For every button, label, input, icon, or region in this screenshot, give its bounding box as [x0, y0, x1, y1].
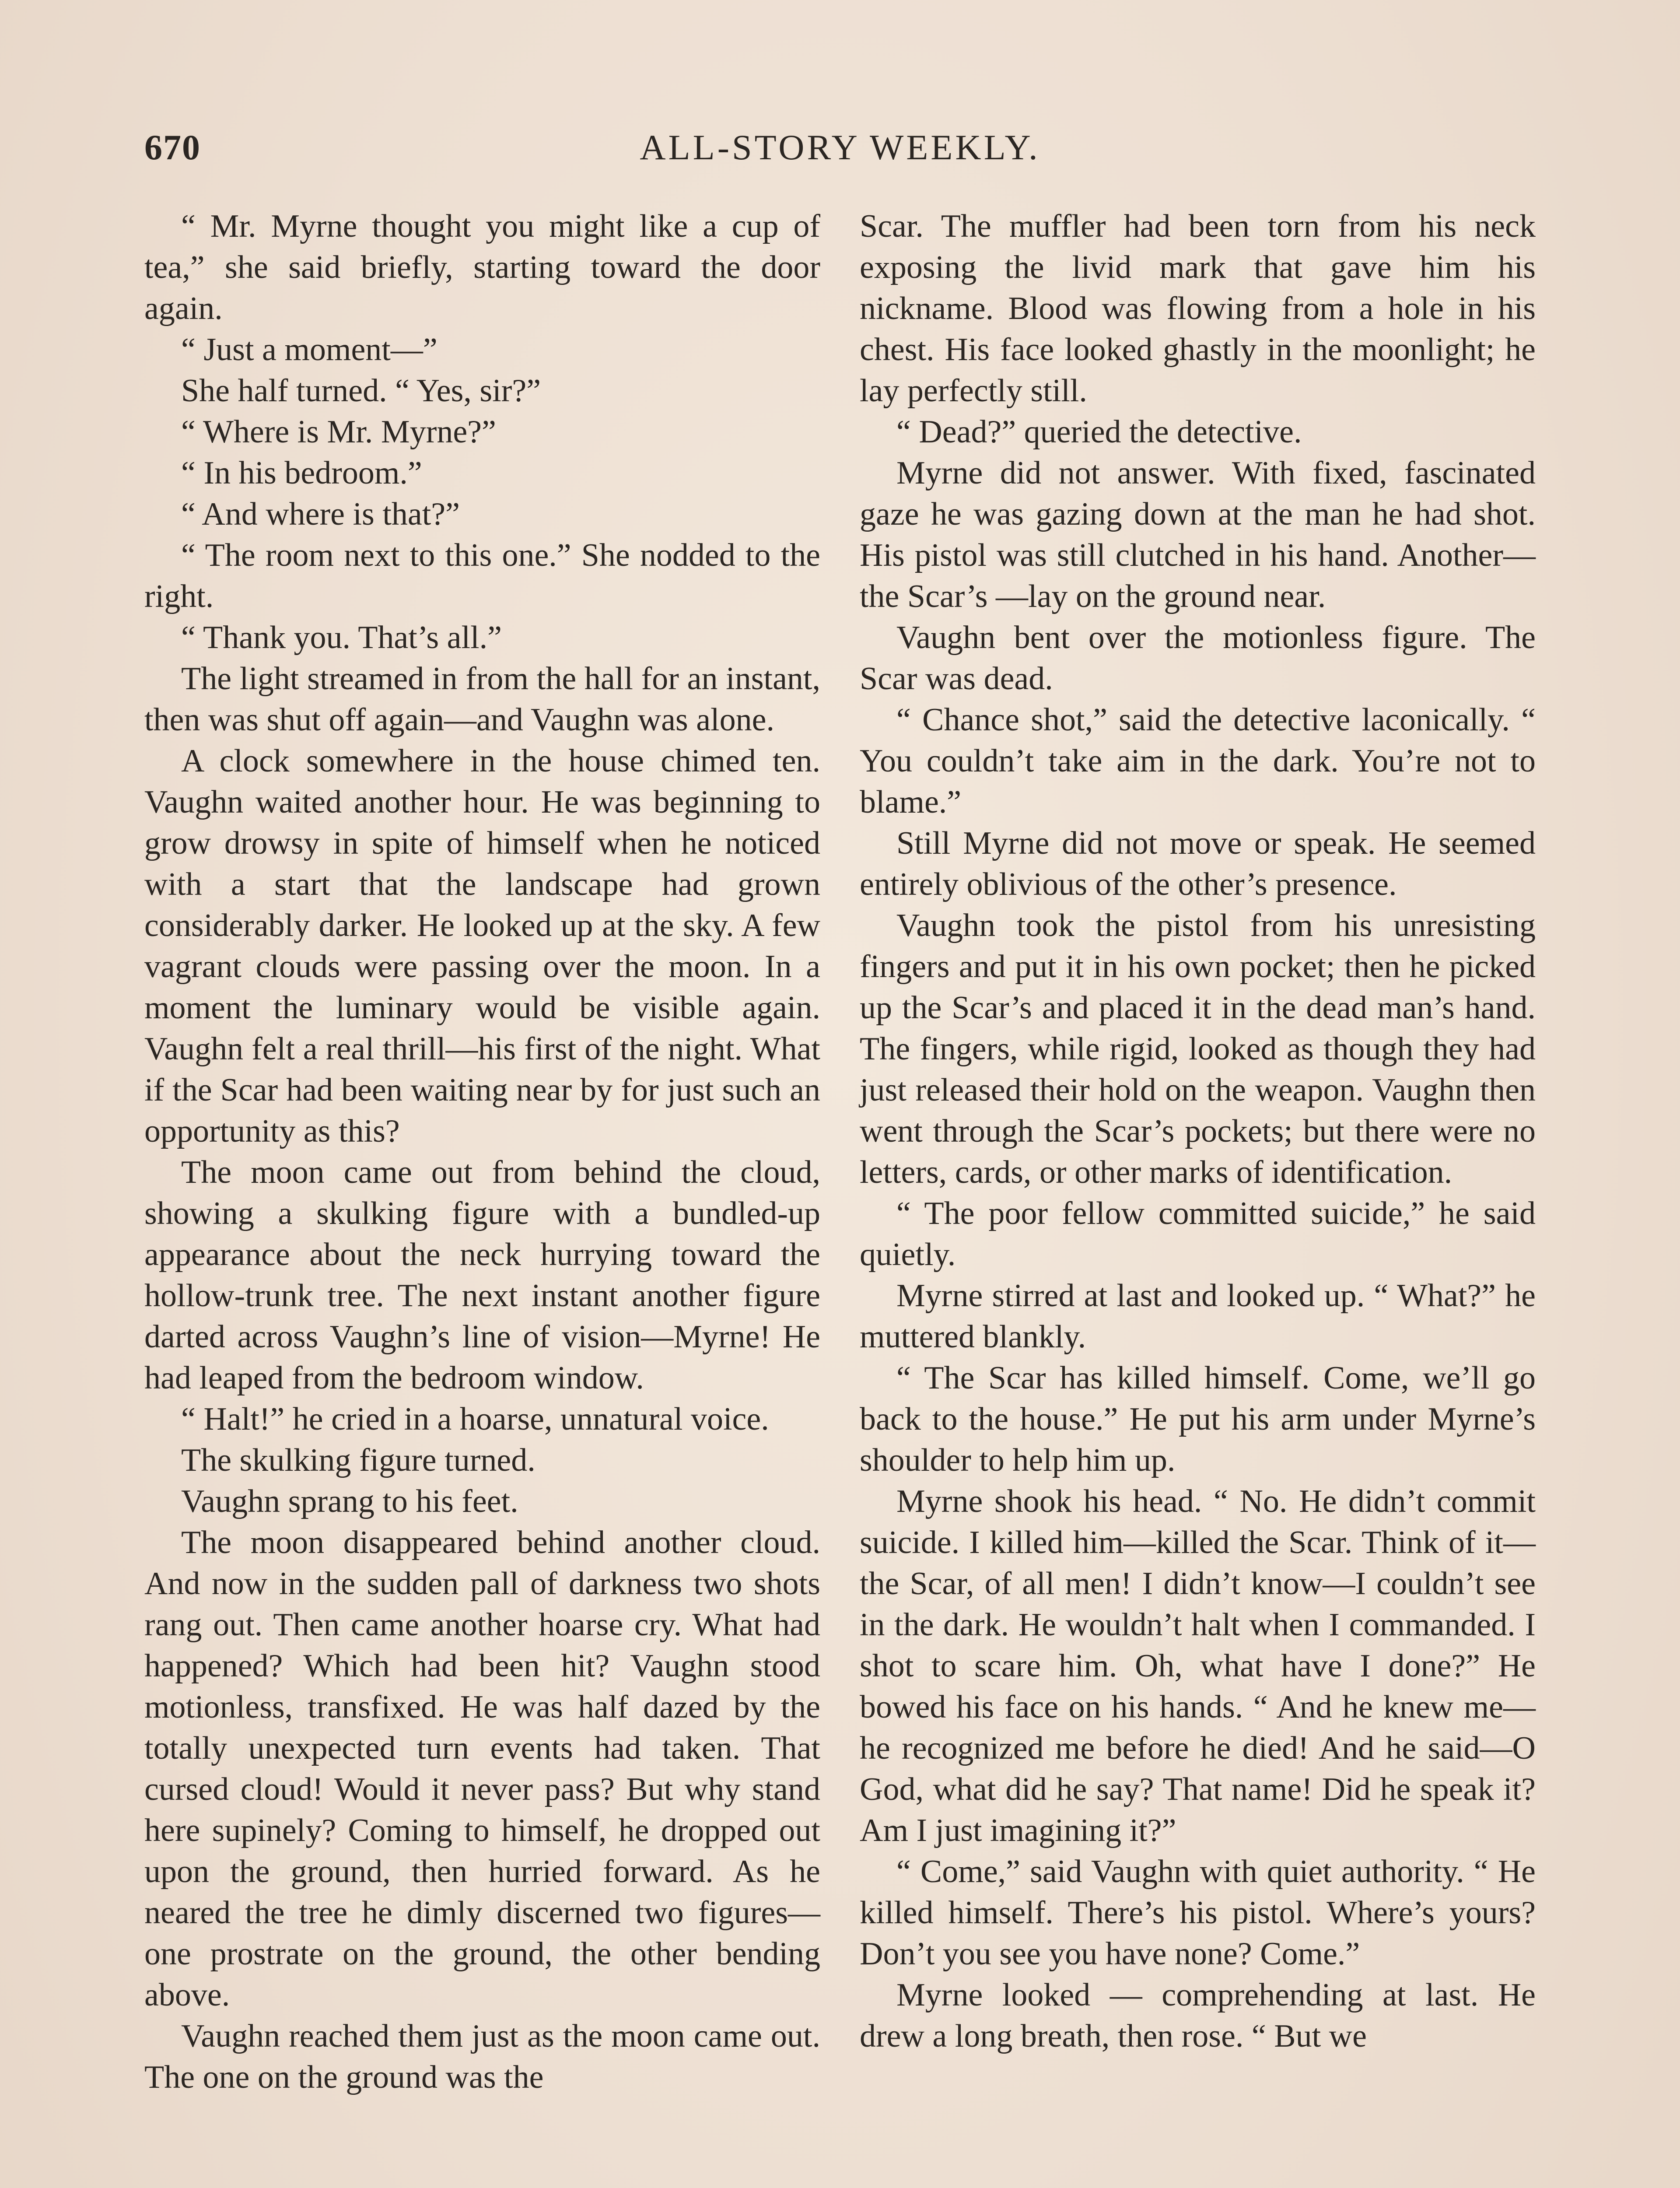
paragraph: She half turned. “ Yes, sir?” [181, 373, 541, 409]
paragraph: Still Myrne did not move or speak. He seemed entirely oblivious of the other’s presence. [860, 825, 1536, 902]
paragraph: “ Mr. Myrne thought you might like a cup of tea,” she said briefly, starting toward the door again. [144, 208, 820, 326]
page-header [144, 127, 1536, 184]
paragraph: A clock somewhere in the house chimed ten. Vaughn waited another hour. He was beginning to grow drowsy in spite of himself when he noticed with a start that the landscape had grown considerably darker. He looked up at the sky. A few vagrant clouds were passing over the moon. In a moment the luminary would be visible again. Vaughn felt a real thrill—his first of the night. What if the Scar had been waiting near by for just such an opportunity as this? [144, 743, 820, 1149]
paragraph: “ Just a moment—” [181, 332, 438, 368]
paragraph: “ The Scar has killed himself. Come, we’ll go back to the house.” He put his arm under Myrne’s shoulder to help him up. [860, 1360, 1536, 1478]
page-number: 670 [144, 127, 201, 167]
paragraph: Vaughn took the pistol from his unresisting fingers and put it in his own pocket; then he picked up the Scar’s and placed it in the dead man’s hand. The fingers, while rigid, looked as though they had just released their hold on the weapon. Vaughn then went through the Scar’s pockets; but there were no letters, cards, or other marks of identification. [860, 908, 1536, 1190]
paragraph: “ Halt!” he cried in a hoarse, unnatural voice. [181, 1401, 769, 1437]
paragraph: The skulking figure turned. [181, 1442, 536, 1478]
paragraph: “ The room next to this one.” She nodded to the right. [144, 537, 820, 614]
running-head: ALL-STORY WEEKLY. [640, 127, 1040, 167]
paragraph: The moon disappeared behind another cloud. And now in the sudden pall of darkness two shots rang out. Then came another hoarse cry. What had happened? Which had been hit? Vaughn stood motionless, transfixed. He was half dazed by the totally unexpected turn events had taken. That cursed cloud! Would it never pass? But why stand here supinely? Coming to himself, he dropped out upon the ground, then hurried forward. As he neared the tree he dimly discerned two figures—one prostrate on the ground, the other bending above. [144, 1525, 820, 2013]
paragraph: “ In his bedroom.” [181, 455, 422, 491]
paragraph: “ The poor fellow committed suicide,” he said quietly. [860, 1196, 1536, 1273]
paragraph: Vaughn bent over the motionless figure. The Scar was dead. [860, 620, 1536, 697]
paragraph: “ Dead?” queried the detective. [896, 414, 1302, 450]
paragraph: Scar. The muffler had been torn from his neck exposing the livid mark that gave him his nickname. Blood was flowing from a hole in his chest. His face looked ghastly in the moonlight; he lay perfectly still. [860, 208, 1536, 409]
paragraph: “ And where is that?” [181, 496, 460, 532]
paragraph: “ Where is Mr. Myrne?” [181, 414, 496, 450]
paragraph: Myrne stirred at last and looked up. “ What?” he muttered blankly. [860, 1278, 1536, 1355]
paragraph: “ Thank you. That’s all.” [181, 620, 502, 656]
paragraph: “ Chance shot,” said the detective laconically. “ You couldn’t take aim in the dark. You’re not to blame.” [860, 702, 1536, 820]
paragraph: The light streamed in from the hall for an instant, then was shut off again—and Vaughn was alone. [144, 661, 820, 738]
paragraph: “ Come,” said Vaughn with quiet authority. “ He killed himself. There’s his pistol. Where’s yours? Don’t you see you have none? Come.” [860, 1854, 1536, 1972]
paragraph: Vaughn reached them just as the moon came out. The one on the ground was the [144, 2018, 820, 2095]
paragraph: The moon came out from behind the cloud, showing a skulking figure with a bundled-up appearance about the neck hurrying toward the hollow-trunk tree. The next instant another figure darted across Vaughn’s line of vision—Myrne! He had leaped from the bedroom window. [144, 1154, 820, 1396]
right-column [860, 206, 1536, 2057]
paragraph: Myrne looked — comprehending at last. He drew a long breath, then rose. “ But we [860, 1977, 1536, 2054]
paragraph: Vaughn sprang to his feet. [181, 1483, 518, 1519]
paragraph: Myrne did not answer. With fixed, fascinated gaze he was gazing down at the man he had shot. His pistol was still clutched in his hand. Another—the Scar’s —lay on the ground near. [860, 455, 1536, 614]
paragraph: Myrne shook his head. “ No. He didn’t commit suicide. I killed him—killed the Scar. Think of it—the Scar, of all men! I didn’t know—I couldn’t see in the dark. He wouldn’t halt when I commanded. I shot to scare him. Oh, what have I done?” He bowed his face on his hands. “ And he knew me—he recognized me before he died! And he said—O God, what did he say? That name! Did he speak it? Am I just imagining it?” [860, 1483, 1536, 1848]
left-column [144, 206, 820, 2098]
